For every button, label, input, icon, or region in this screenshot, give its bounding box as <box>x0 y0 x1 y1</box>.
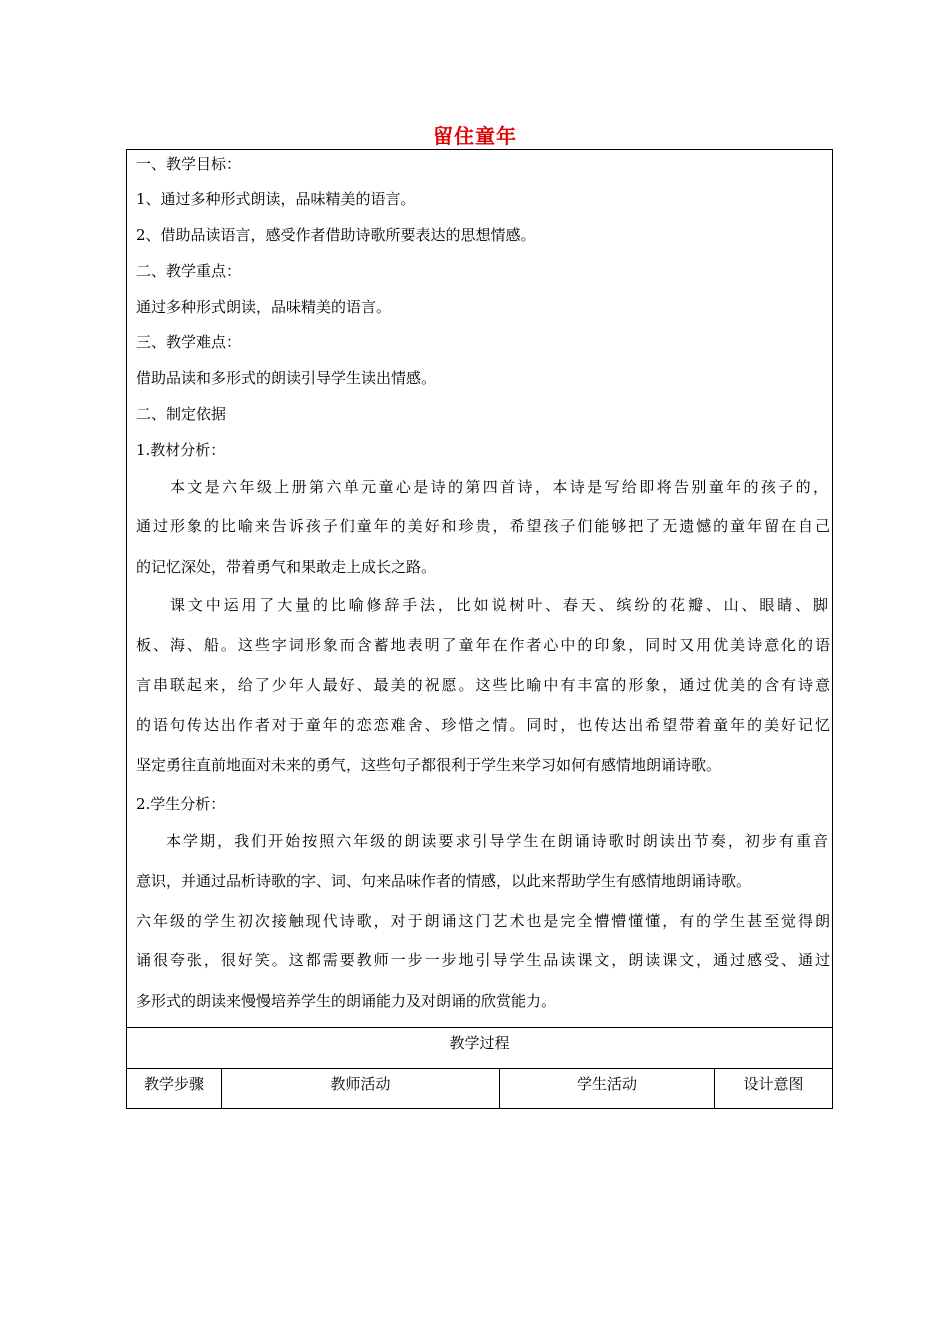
textbook-para2-line: 坚定勇往直前地面对未来的勇气，这些句子都很利于学生来学习如何有感情地朗诵诗歌。 <box>136 756 722 774</box>
student-analysis-line: 多形式的朗读来慢慢培养学生的朗诵能力及对朗诵的欣赏能力。 <box>136 992 557 1010</box>
basis-heading: 二、制定依据 <box>136 405 227 423</box>
textbook-para2-line: 的语句传达出作者对于童年的恋恋难舍、珍惜之情。同时，也传达出希望带着童年的美好记忆 <box>136 716 830 734</box>
process-columns-row <box>126 1069 833 1109</box>
student-analysis-line: 六年级的学生初次接触现代诗歌，对于朗诵这门艺术也是完全懵懵懂懂，有的学生甚至觉得朗 <box>136 912 830 930</box>
column-design-intent: 设计意图 <box>743 1075 804 1093</box>
textbook-para2-line: 板、海、船。这些字词形象而含蓄地表明了童年在作者心中的印象，同时又用优美诗意化的语 <box>136 636 830 654</box>
textbook-para1-line: 本文是六年级上册第六单元童心是诗的第四首诗，本诗是写给即将告别童年的孩子的， <box>170 478 828 496</box>
textbook-para2-line: 课文中运用了大量的比喻修辞手法，比如说树叶、春天、缤纷的花瓣、山、眼睛、脚 <box>170 596 828 614</box>
objective-item-2: 2、借助品读语言，感受作者借助诗歌所要表达的思想情感。 <box>136 226 536 244</box>
process-header: 教学过程 <box>449 1034 510 1052</box>
difficulties-text: 借助品读和多形式的朗读引导学生读出情感。 <box>136 369 437 387</box>
textbook-analysis-heading: 1.教材分析： <box>136 441 226 459</box>
student-analysis-line: 意识，并通过品析诗歌的字、词、句来品味作者的情感，以此来帮助学生有感情地朗诵诗歌。 <box>136 872 752 890</box>
difficulties-heading: 三、教学难点： <box>136 333 242 351</box>
textbook-para1-line: 的记忆深处，带着勇气和果敢走上成长之路。 <box>136 558 437 576</box>
textbook-para1-line: 通过形象的比喻来告诉孩子们童年的美好和珍贵，希望孩子们能够把了无遗憾的童年留在自己 <box>136 517 830 535</box>
student-analysis-heading: 2.学生分析： <box>136 795 226 813</box>
student-analysis-line: 诵很夸张，很好笑。这都需要教师一步一步地引导学生品读课文，朗读课文，通过感受、通过 <box>136 951 830 969</box>
process-header-row <box>126 1028 833 1069</box>
objective-item-1: 1、通过多种形式朗读，品味精美的语言。 <box>136 190 416 208</box>
textbook-para2-line: 言串联起来，给了少年人最好、最美的祝愿。这些比喻中有丰富的形象，通过优美的含有诗意 <box>136 676 830 694</box>
column-student-activity: 学生活动 <box>576 1075 637 1093</box>
column-teacher-activity: 教师活动 <box>330 1075 391 1093</box>
key-points-text: 通过多种形式朗读，品味精美的语言。 <box>136 298 392 316</box>
column-steps: 教学步骤 <box>143 1075 204 1093</box>
document-title: 留住童年 <box>433 124 517 148</box>
objectives-heading: 一、教学目标： <box>136 155 242 173</box>
student-analysis-line: 本学期，我们开始按照六年级的朗读要求引导学生在朗诵诗歌时朗读出节奏，初步有重音 <box>166 832 828 850</box>
key-points-heading: 二、教学重点： <box>136 262 242 280</box>
